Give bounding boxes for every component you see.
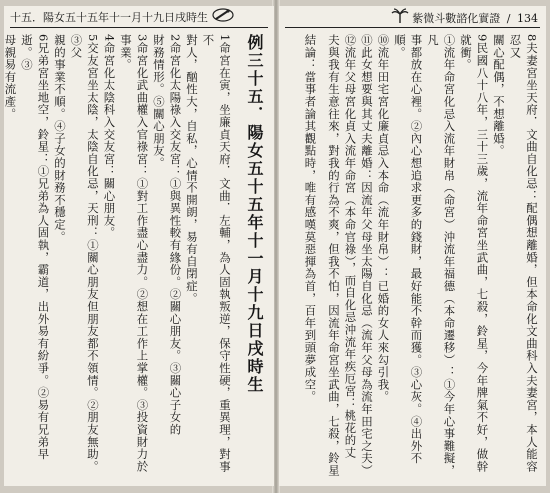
text-line: 對人，酗性大，自私，心情不開朗，易有自閉症。 — [185, 34, 199, 305]
text-line: 結論：當事者論其觀點時，唯有感嘆莫惡揮為首，百年到頭夢成空。 — [303, 34, 318, 403]
text-line: 親的事業不順。④子女的財務不穩定。 — [53, 34, 67, 244]
text-line: 夫與我有生意往來，對我的行為不爽，但我不怕，因流年命宮坐武曲，七殺，鈴星 — [327, 34, 341, 477]
example-title: 例三十五．陽女五十五年十一月十九日戌時生 — [245, 34, 264, 394]
text-line: 母親易有流產。 — [4, 34, 18, 121]
text-line: 2命宮化太陽祿入交友宮：①與異性較有緣份。②關心朋友。③關心子女的 — [168, 34, 183, 436]
text-line: 4命宮化太陰科入交友宮：關心朋友。 — [102, 34, 117, 239]
right-header-text: 紫微斗數諮化實證 — [412, 12, 501, 25]
text-line: 6兄弟宮坐地空，鈴星：①兄弟為人固執，霸道，出外易有紛爭。②易有兄弟早逝。③ — [20, 34, 51, 461]
text-line: 9民國八十八年，三十三歲，流年命宮坐武曲，七殺，鈴星，今年牌氣不好，做幹就衝。 — [459, 34, 490, 473]
text-line: 關心配偶，不想離婚。 — [492, 34, 506, 157]
text-line: ⑪此女想要與其丈夫離婚：因流年父母坐太陽自化忌（流年父母為流年田宅之夫） — [360, 34, 374, 477]
left-page-body — [4, 34, 268, 480]
left-header-rule — [10, 27, 268, 28]
right-running-header: 紫微斗數諮化實證 / 134 — [391, 8, 538, 26]
right-page — [279, 6, 546, 486]
text-line: 8夫妻宮坐天府．文曲自化忌：配偶想離婚，但本命化文曲科入夫妻宮，本人能容忍又 — [508, 34, 539, 473]
right-page-body — [285, 34, 540, 480]
right-header-rule — [285, 27, 540, 28]
brush-logo-icon — [212, 8, 234, 28]
page-number: 134 — [517, 12, 538, 25]
text-line: ①流年命宮化忌入流年財帛（命宮）沖流年福德（本命遷移）：①今年心事難擬，凡 — [426, 34, 457, 477]
text-line: 3命宮化武曲權入官祿宮：①對工作盡心盡力。②想在工作上掌權。③投資財力於事業。 — [119, 34, 150, 473]
text-line: 財務情形。⑤關心朋友。 — [152, 34, 166, 170]
left-header-text: 十五．陽女五十五年十一月十九日戌時生 — [10, 11, 208, 24]
left-running-header — [10, 8, 234, 26]
text-line: ⑫流年父母宮化貞入流年命宮（本命官祿），而自化忌沖流年疾厄宮：桃花的丈 — [343, 34, 358, 459]
text-line: 事都放在心裡。②內心想追求更多的錢財，最好能不幹而獲。③心灰。④出外不順。 — [393, 34, 424, 465]
text-line: ⑩流年田宅宮化廉貞忌入本命（流年財帛）：已婚的女人來勾引我。 — [376, 34, 391, 403]
text-line: 1命宮在寅，坐廉貞天府．文曲．左輔，為人固執叛逆，保守性硬，重異理，對事不 — [201, 34, 232, 473]
left-page — [4, 6, 274, 486]
text-line: 5交友宮坐太陰，太陰自化忌，天刑：①關心朋友但朋友都不領情。②朋友無助。③父 — [69, 34, 100, 473]
